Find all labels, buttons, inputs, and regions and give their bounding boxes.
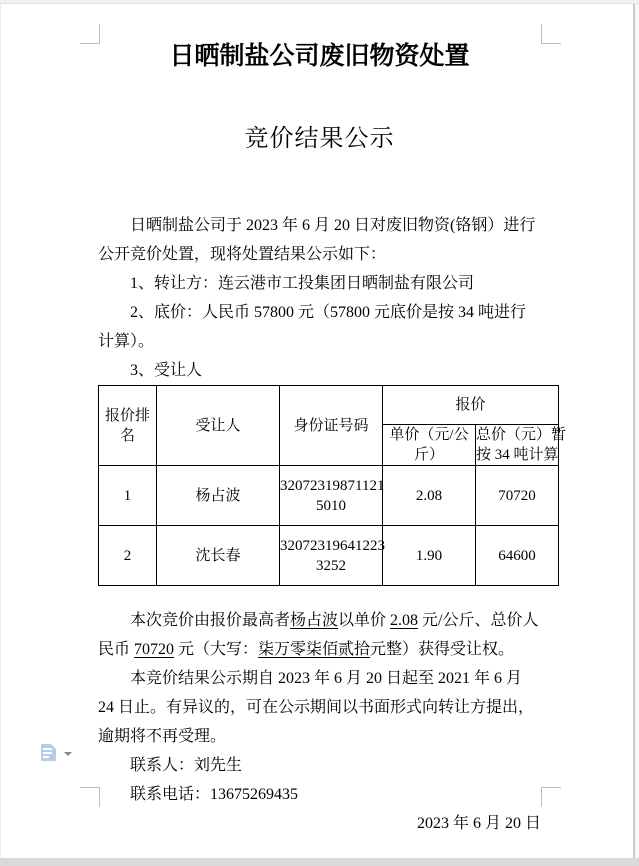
publicity-period-paragraph: 本竞价结果公示期自 2023 年 6 月 20 日起至 2021 年 6 月 24 日止。有异议的，可在公示期间以书面形式向转让方提出，逾期将不再受理。 — [98, 670, 535, 745]
list-item-base-price: 2、底价：人民币 57800 元（57800 元底价是按 34 吨进行计算）。 — [98, 304, 527, 350]
doc-title-line1: 日晒制盐公司废旧物资处置 — [169, 43, 470, 70]
window-right-gutter — [635, 4, 639, 866]
margin-cropmark-bottom-left — [80, 787, 100, 807]
award-text: 以单价 — [338, 612, 391, 629]
cell-unit-price: 2.08 — [383, 466, 476, 526]
award-total-price: 70720 — [134, 641, 175, 658]
award-unit-price: 2.08 — [390, 612, 419, 629]
cell-name: 沈长春 — [157, 526, 280, 586]
header-unit-price: 单价（元/公 斤） — [383, 425, 476, 466]
cell-rank: 1 — [99, 466, 157, 526]
table-row — [99, 526, 559, 586]
header-rank: 报价排 名 — [99, 386, 157, 466]
header-total-price: 总价（元）暂 按 34 吨计算 — [476, 425, 559, 466]
cell-unit-price: 1.90 — [383, 526, 476, 586]
award-text: 元（大写： — [174, 641, 259, 658]
intro-paragraph: 日晒制盐公司于 2023 年 6 月 20 日对废旧物资(铬钢）进行公开竞价处置，现将处置结果公示如下： — [98, 217, 536, 263]
page-left-edge — [0, 0, 1, 866]
header-id-number: 身份证号码 — [280, 386, 383, 466]
doc-title-line2: 竞价结果公示 — [244, 126, 395, 152]
cell-total-price: 70720 — [476, 466, 559, 526]
window-top-edge — [0, 0, 639, 4]
margin-cropmark-top-left — [80, 24, 100, 44]
award-amount-capitalized: 柒万零柒佰贰拾 — [258, 641, 371, 658]
award-text: 元整）获得受让权。 — [370, 641, 515, 658]
cell-id-number: 32072319641223 3252 — [280, 526, 383, 586]
margin-cropmark-top-right — [541, 24, 561, 44]
cell-name: 杨占波 — [157, 466, 280, 526]
document-body — [98, 211, 567, 838]
header-quote-group: 报价 — [383, 386, 559, 425]
window-bottom-edge — [0, 858, 639, 866]
contact-phone-line: 联系电话：13675269435 — [130, 786, 299, 803]
paste-document-icon — [41, 744, 56, 761]
award-winner-name: 杨占波 — [290, 612, 339, 629]
cell-id-number: 32072319871121 5010 — [280, 466, 383, 526]
cell-total-price: 64600 — [476, 526, 559, 586]
paste-options-button[interactable] — [41, 744, 75, 764]
table-row — [99, 466, 559, 526]
chevron-down-icon[interactable] — [64, 752, 72, 756]
header-transferee: 受让人 — [157, 386, 280, 466]
margin-cropmark-bottom-right — [541, 787, 561, 807]
doc-date: 2023 年 6 月 20 日 — [416, 815, 541, 832]
award-paragraph — [98, 606, 541, 664]
bid-results-table — [98, 385, 567, 586]
award-text: 元/公斤、总价人民币 — [98, 612, 539, 658]
cell-rank: 2 — [99, 526, 157, 586]
list-item-transferor: 1、转让方：连云港市工投集团日晒制盐有限公司 — [130, 275, 475, 292]
award-text: 本次竞价由报价最高者 — [130, 612, 291, 629]
contact-person-line: 联系人：刘先生 — [130, 757, 243, 774]
list-item-transferee: 3、受让人 — [130, 362, 203, 379]
